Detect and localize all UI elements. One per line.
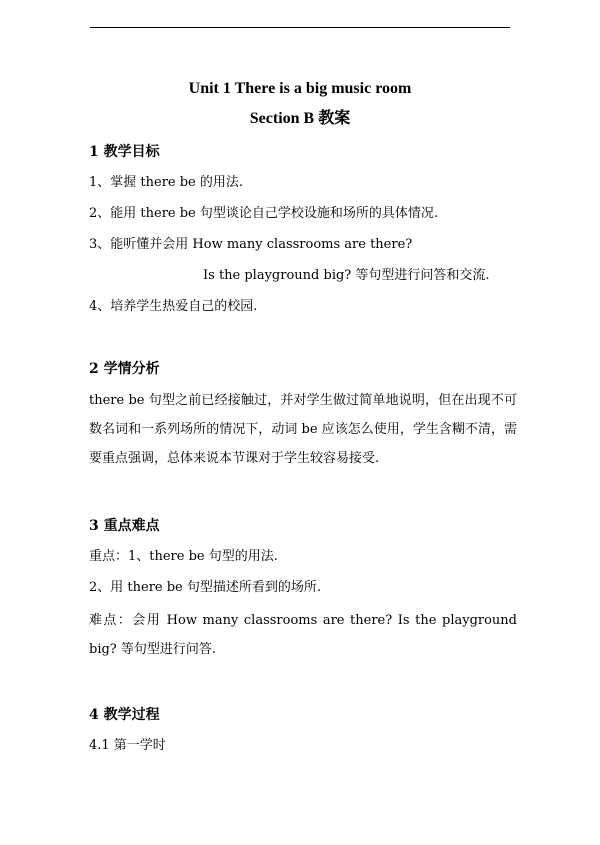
section-3-heading: 3 重点难点	[89, 518, 160, 534]
objective-item-1: 1、掌握 there be 的用法.	[89, 175, 244, 190]
document-title: Unit 1 There is a big music room	[188, 80, 412, 97]
difficulty-paragraph: 难点：会用 How many classrooms are there? Is the playground big? 等句型进行问答.	[89, 613, 517, 657]
analysis-paragraph: there be 句型之前已经接触过，并对学生做过简单地说明，但在出现不可数名词和一系列场所的情况下，动词 be 应该怎么使用，学生含糊不清，需要重点强调，总体来说本节课对于学生较容易接受.	[89, 393, 517, 466]
objective-item-4: 4、培养学生热爱自己的校园.	[89, 299, 258, 314]
objective-item-3-continuation: Is the playground big? 等句型进行问答和交流.	[203, 268, 490, 283]
objective-item-2: 2、能用 there be 句型谈论自己学校设施和场所的具体情况.	[89, 206, 439, 221]
key-point-1: 重点：1、there be 句型的用法.	[89, 549, 278, 564]
objective-item-3: 3、能听懂并会用 How many classrooms are there?	[89, 237, 413, 252]
header-rule	[90, 27, 510, 28]
document-subtitle: Section B 教案	[249, 110, 351, 127]
lesson-subheading: 4.1 第一学时	[89, 738, 166, 753]
section-4-heading: 4 教学过程	[89, 707, 160, 723]
section-2-heading: 2 学情分析	[89, 361, 160, 377]
section-1-heading: 1 教学目标	[89, 144, 160, 160]
key-point-2: 2、用 there be 句型描述所看到的场所.	[89, 580, 322, 595]
